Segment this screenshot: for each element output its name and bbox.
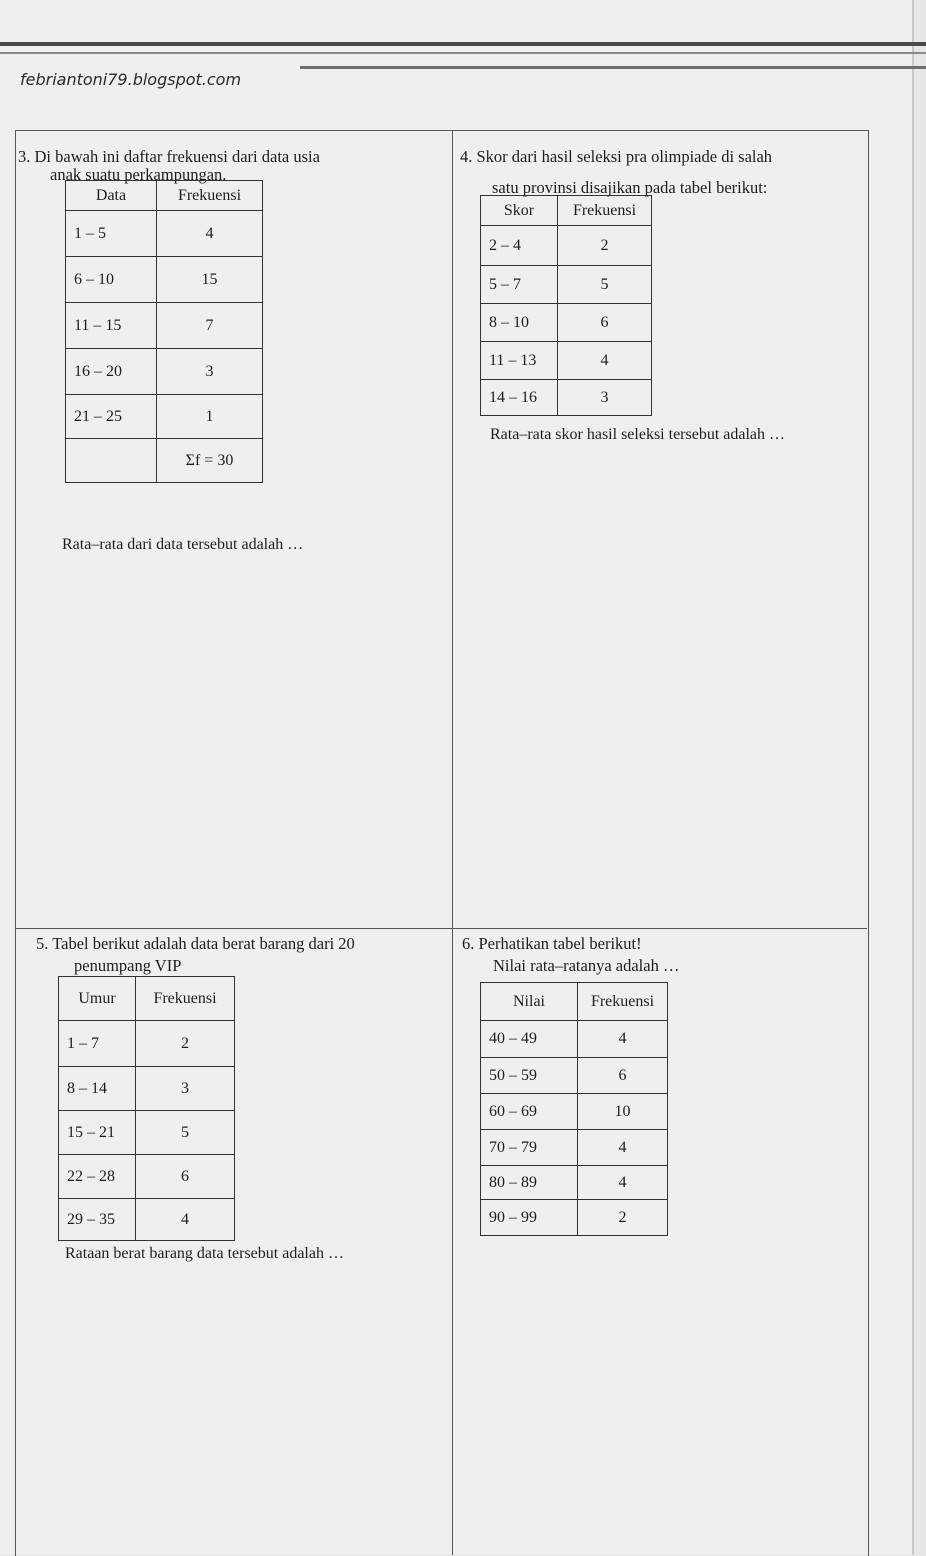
q6-freq: 6 — [578, 1058, 668, 1094]
q3-sum: Σf = 30 — [157, 439, 263, 483]
table-row — [481, 304, 652, 342]
q5-title-line2: penumpang VIP — [74, 956, 182, 975]
q4-range: 5 – 7 — [481, 266, 558, 304]
q5-freq: 4 — [136, 1199, 235, 1241]
q5-range: 15 – 21 — [59, 1111, 136, 1155]
q3-title-line2: anak suatu perkampungan. — [50, 165, 227, 184]
q3-col-freq: Frekuensi — [157, 181, 263, 211]
table-row — [481, 380, 652, 416]
q3-question: Rata–rata dari data tersebut adalah … — [62, 536, 304, 553]
q4-freq: 6 — [558, 304, 652, 342]
q4-freq: 4 — [558, 342, 652, 380]
header-rule-thin — [0, 52, 926, 54]
q4-col-freq: Frekuensi — [558, 196, 652, 226]
q4-freq: 5 — [558, 266, 652, 304]
q3-freq: 1 — [157, 395, 263, 439]
q6-col-nilai: Nilai — [481, 983, 578, 1021]
q4-range: 11 – 13 — [481, 342, 558, 380]
q6-range: 50 – 59 — [481, 1058, 578, 1094]
q6-freq: 4 — [578, 1021, 668, 1058]
table-row — [481, 1094, 668, 1130]
q5-freq: 3 — [136, 1067, 235, 1111]
q4-range: 14 – 16 — [481, 380, 558, 416]
q3-freq: 7 — [157, 303, 263, 349]
q5-freq: 5 — [136, 1111, 235, 1155]
q6-range: 40 – 49 — [481, 1021, 578, 1058]
table-row — [481, 1058, 668, 1094]
q4-title-line1: 4. Skor dari hasil seleksi pra olimpiade di salah — [460, 147, 773, 166]
q3-frequency-table — [65, 180, 263, 483]
q4-question: Rata–rata skor hasil seleksi tersebut adalah … — [490, 426, 786, 443]
table-row — [481, 226, 652, 266]
q3-freq: 3 — [157, 349, 263, 395]
q3-sum-empty — [66, 439, 157, 483]
q5-range: 29 – 35 — [59, 1199, 136, 1241]
q4-range: 8 – 10 — [481, 304, 558, 342]
table-row — [66, 395, 263, 439]
q4-range: 2 – 4 — [481, 226, 558, 266]
table-row — [66, 211, 263, 257]
q4-freq: 3 — [558, 380, 652, 416]
q3-freq: 15 — [157, 257, 263, 303]
site-watermark: febriantoni79.blogspot.com — [20, 70, 242, 89]
q6-range: 90 – 99 — [481, 1200, 578, 1236]
q3-range: 6 – 10 — [66, 257, 157, 303]
q6-frequency-table — [480, 982, 668, 1236]
table-row — [481, 266, 652, 304]
table-row — [66, 303, 263, 349]
q6-title-line1: 6. Perhatikan tabel berikut! — [462, 934, 642, 953]
q6-freq: 4 — [578, 1166, 668, 1200]
q3-range: 11 – 15 — [66, 303, 157, 349]
q6-range: 70 – 79 — [481, 1130, 578, 1166]
q5-col-umur: Umur — [59, 977, 136, 1021]
q3-range: 1 – 5 — [66, 211, 157, 257]
table-row — [481, 1130, 668, 1166]
header-rule-right — [300, 66, 926, 69]
column-divider — [452, 130, 453, 1555]
row-divider — [15, 928, 867, 929]
table-row — [66, 257, 263, 303]
q5-question: Rataan berat barang data tersebut adalah … — [65, 1245, 344, 1262]
q3-title-line1: 3. Di bawah ini daftar frekuensi dari data usia — [18, 147, 320, 166]
q6-range: 80 – 89 — [481, 1166, 578, 1200]
q4-title-line2: satu provinsi disajikan pada tabel berikut: — [492, 178, 768, 197]
q5-freq: 6 — [136, 1155, 235, 1199]
q5-title-line1: 5. Tabel berikut adalah data berat barang dari 20 — [36, 934, 355, 953]
q5-range: 22 – 28 — [59, 1155, 136, 1199]
table-row — [66, 349, 263, 395]
q6-title-line2: Nilai rata–ratanya adalah … — [493, 956, 680, 975]
table-row — [481, 1166, 668, 1200]
q6-freq: 4 — [578, 1130, 668, 1166]
table-row — [59, 1155, 235, 1199]
q5-range: 1 – 7 — [59, 1021, 136, 1067]
table-row — [66, 439, 263, 483]
q6-col-freq: Frekuensi — [578, 983, 668, 1021]
q5-freq: 2 — [136, 1021, 235, 1067]
table-row — [59, 1067, 235, 1111]
q6-freq: 10 — [578, 1094, 668, 1130]
header-rule — [0, 42, 926, 46]
q6-freq: 2 — [578, 1200, 668, 1236]
q4-freq: 2 — [558, 226, 652, 266]
q3-range: 16 – 20 — [66, 349, 157, 395]
q3-col-data: Data — [66, 181, 157, 211]
q5-range: 8 – 14 — [59, 1067, 136, 1111]
q3-range: 21 – 25 — [66, 395, 157, 439]
table-row — [59, 1199, 235, 1241]
q4-frequency-table — [480, 195, 652, 416]
q4-col-skor: Skor — [481, 196, 558, 226]
q6-range: 60 – 69 — [481, 1094, 578, 1130]
table-row — [481, 1021, 668, 1058]
table-row — [59, 1021, 235, 1067]
table-row — [481, 1200, 668, 1236]
table-row — [59, 1111, 235, 1155]
q3-freq: 4 — [157, 211, 263, 257]
table-row — [481, 342, 652, 380]
q5-frequency-table — [58, 976, 235, 1241]
q5-col-freq: Frekuensi — [136, 977, 235, 1021]
